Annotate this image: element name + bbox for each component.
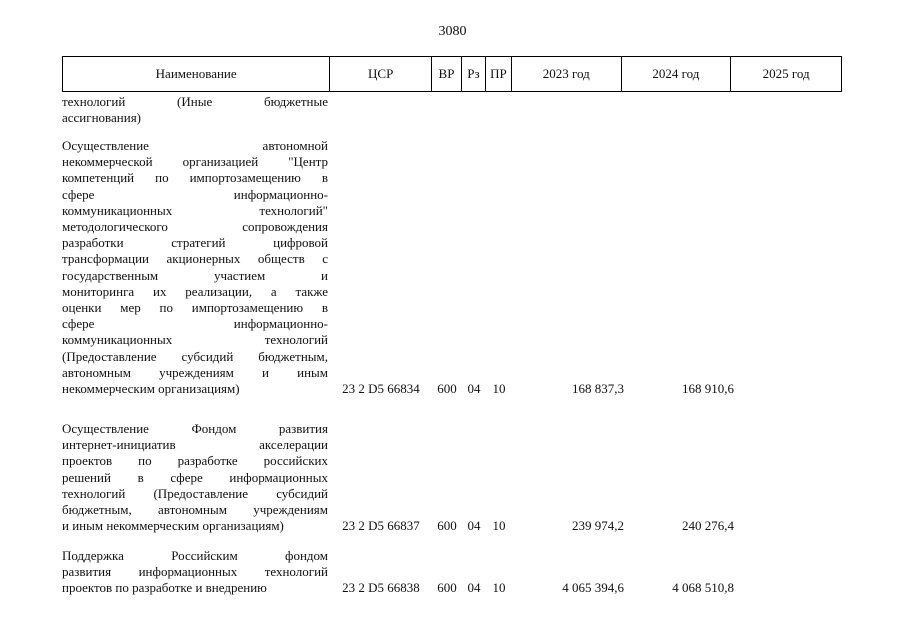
row-name-line: некоммерческим организациям)	[62, 381, 240, 397]
row-vr: 600	[437, 518, 457, 534]
row-2023: 168 837,3	[572, 381, 624, 396]
row-name-line: проектов по разработке и внедрению	[62, 580, 267, 596]
row-name-line: государственным участием и	[62, 267, 328, 283]
row-name	[62, 94, 328, 126]
row-2024: 4 068 510,8	[672, 580, 734, 596]
header-2025: 2025 год	[762, 66, 810, 81]
row-name-line: методологического сопровождения	[62, 219, 328, 235]
row-2023: 239 974,2	[572, 518, 624, 534]
row-pr: 10	[492, 381, 506, 396]
row-name-line: Осуществление автономной	[62, 138, 328, 153]
header-2024: 2024 год	[622, 57, 732, 91]
row-pr: 10	[492, 518, 506, 534]
row-name-line: Осуществление Фондом развития	[62, 421, 328, 436]
row-name-line: развития информационных технологий	[62, 564, 328, 580]
row-csr: 23 2 D5 66834	[342, 381, 420, 396]
header-2023: 2023 год	[512, 57, 622, 91]
row-name	[62, 138, 328, 397]
row-2024: 240 276,4	[682, 518, 734, 534]
header-vr: ВР	[432, 57, 462, 91]
header-pr: ПР	[486, 57, 512, 91]
header-name: Наименование	[63, 57, 330, 91]
row-name-line: Поддержка Российским фондом	[62, 548, 328, 563]
row-name-line: сфере информационно-	[62, 316, 328, 332]
row-name-line: трансформации акционерных обществ с	[62, 251, 328, 267]
row-name-line: компетенций по импортозамещению в	[62, 170, 328, 186]
row-name-line: и иным некоммерческим организациям)	[62, 518, 284, 534]
row-2024: 168 910,6	[682, 381, 734, 396]
row-name-line: решений в сфере информационных	[62, 469, 328, 485]
row-name-line: технологий (Иные бюджетные	[62, 94, 328, 109]
row-name-line: (Предоставление субсидий бюджетным,	[62, 348, 328, 364]
row-csr: 23 2 D5 66837	[342, 518, 420, 534]
row-name	[62, 548, 328, 597]
row-name-line: технологий (Предоставление субсидий	[62, 485, 328, 501]
row-name-line: коммуникационных технологий"	[62, 202, 328, 218]
row-rz: 04	[467, 381, 481, 396]
row-rz: 04	[467, 580, 481, 596]
row-name-line: проектов по разработке российских	[62, 453, 328, 469]
row-name-line: сфере информационно-	[62, 186, 328, 202]
row-pr: 10	[492, 580, 506, 596]
row-rz: 04	[467, 518, 481, 534]
row-name-line: автономным учреждениям и иным	[62, 364, 328, 380]
row-name-line: бюджетным, автономным учреждениям	[62, 502, 328, 518]
page-number: 3080	[438, 24, 467, 39]
row-name-line: оценки мер по импортозамещению в	[62, 300, 328, 316]
row-name-line: ассигнования)	[62, 110, 142, 126]
header-rz: Рз	[462, 57, 486, 91]
row-2023: 4 065 394,6	[562, 580, 624, 596]
row-name-line: некоммерческой организацией "Центр	[62, 154, 328, 170]
row-name-line: мониторинга их реализации, а также	[62, 283, 328, 299]
header-csr: ЦСР	[330, 57, 432, 91]
row-name-line: коммуникационных технологий	[62, 332, 328, 348]
row-csr: 23 2 D5 66838	[342, 580, 420, 596]
row-name	[62, 421, 328, 534]
row-name-line: разработки стратегий цифровой	[62, 235, 328, 251]
table-header	[62, 56, 842, 92]
row-vr: 600	[437, 381, 457, 396]
row-vr: 600	[437, 580, 457, 596]
row-name-line: интернет-инициатив акселерации	[62, 437, 328, 453]
